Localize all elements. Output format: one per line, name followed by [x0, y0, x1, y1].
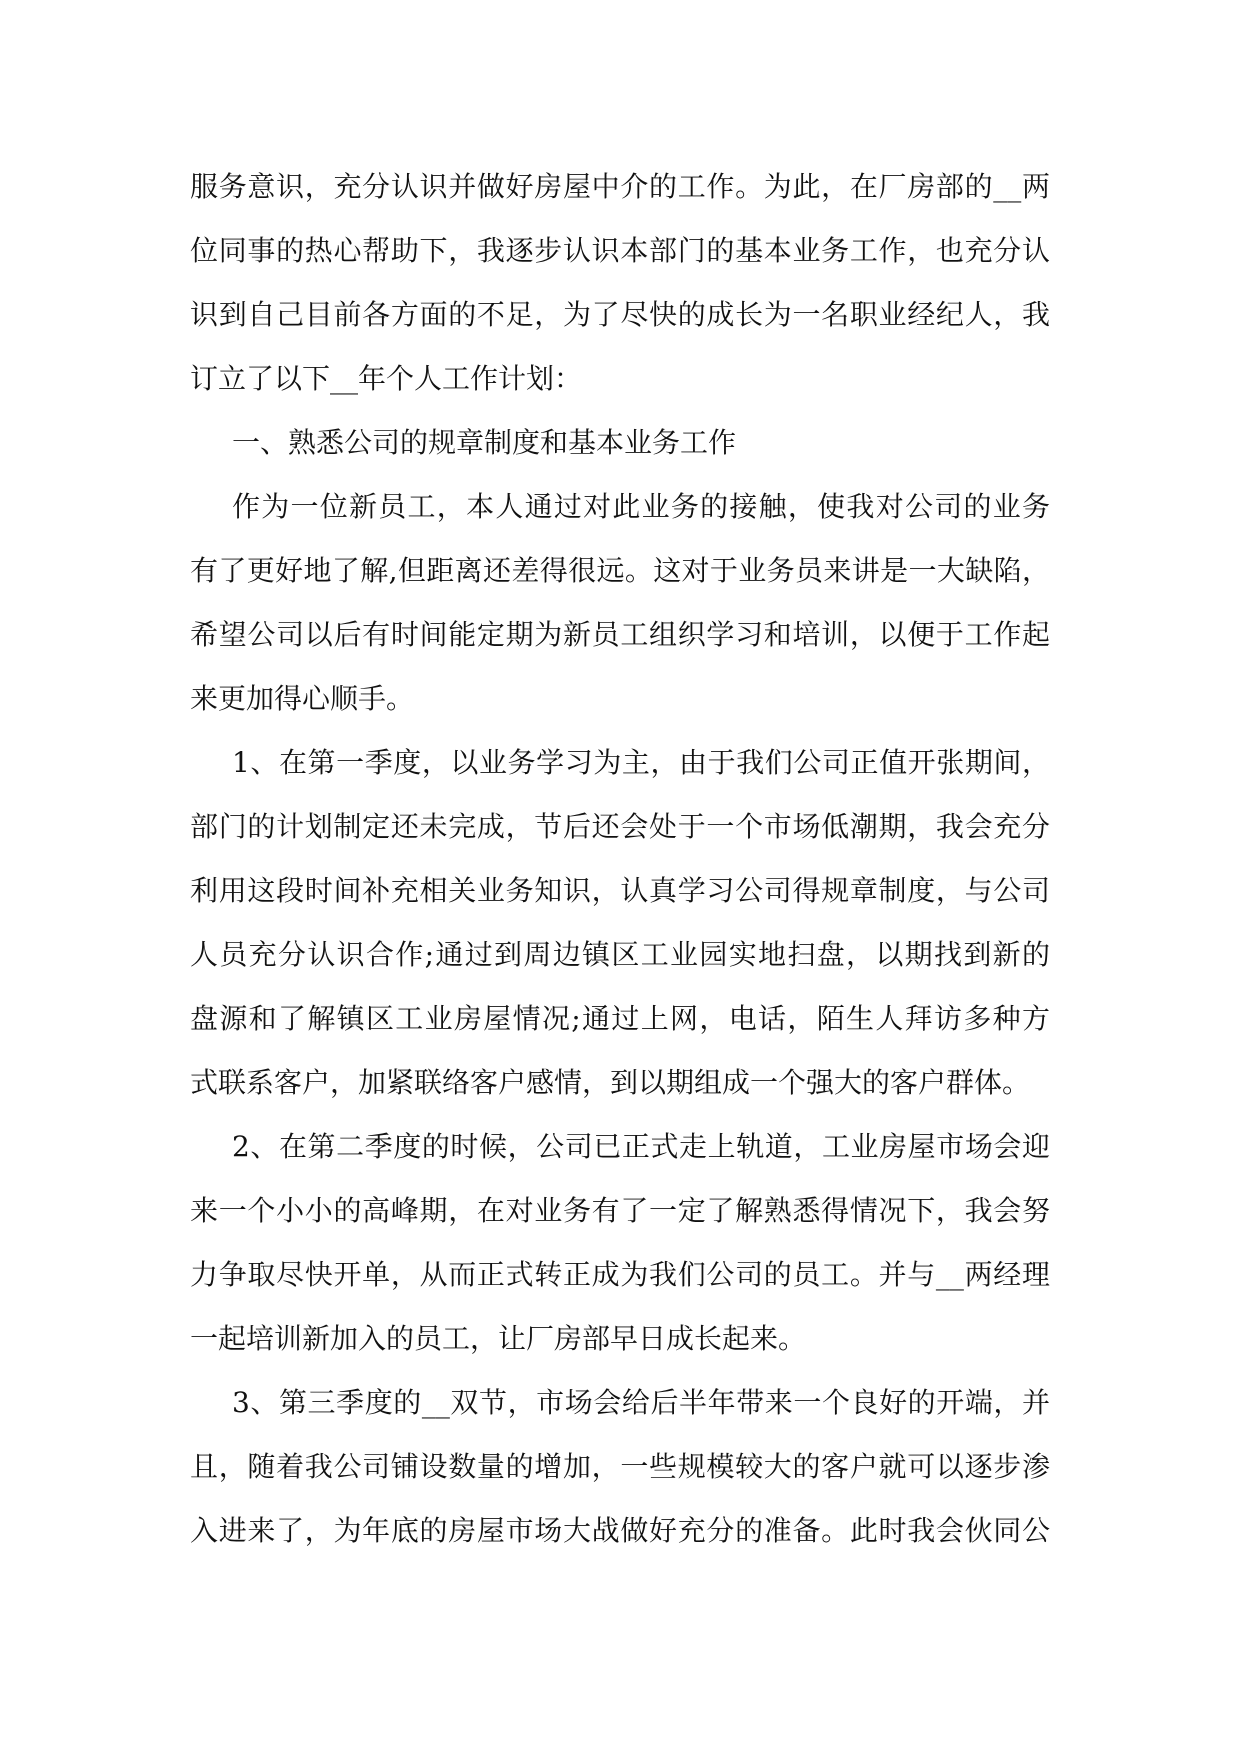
document-body: [190, 155, 1050, 1563]
paragraph-line: 部门的计划制定还未完成，节后还会处于一个市场低潮期，我会充分: [190, 810, 1050, 843]
paragraph-line: 识到自己目前各方面的不足，为了尽快的成长为一名职业经纪人，我: [190, 298, 1050, 331]
paragraph-line: 人员充分认识合作;通过到周边镇区工业园实地扫盘，以期找到新的: [190, 938, 1050, 971]
section-heading: 一、熟悉公司的规章制度和基本业务工作: [232, 426, 737, 459]
paragraph-line: 且，随着我公司铺设数量的增加，一些规模较大的客户就可以逐步渗: [190, 1450, 1050, 1483]
paragraph-line: 位同事的热心帮助下，我逐步认识本部门的基本业务工作，也充分认: [190, 234, 1050, 267]
paragraph-line: 来一个小小的高峰期，在对业务有了一定了解熟悉得情况下，我会努: [190, 1194, 1050, 1227]
paragraph-line: 有了更好地了解,但距离还差得很远。这对于业务员来讲是一大缺陷，: [190, 554, 1050, 587]
paragraph-line: 力争取尽快开单，从而正式转正成为我们公司的员工。并与__两经理: [190, 1258, 1050, 1291]
paragraph-line: 式联系客户，加紧联络客户感情，到以期组成一个强大的客户群体。: [190, 1066, 1031, 1099]
paragraph-line: 来更加得心顺手。: [190, 682, 415, 715]
paragraph-line: 盘源和了解镇区工业房屋情况;通过上网，电话，陌生人拜访多种方: [190, 1002, 1050, 1035]
paragraph-line: 利用这段时间补充相关业务知识，认真学习公司得规章制度，与公司: [190, 874, 1050, 907]
paragraph-line: 1、在第一季度，以业务学习为主，由于我们公司正值开张期间，: [232, 746, 1050, 779]
paragraph-line: 订立了以下__年个人工作计划：: [190, 362, 583, 395]
paragraph-line: 2、在第二季度的时候，公司已正式走上轨道，工业房屋市场会迎: [232, 1130, 1050, 1163]
paragraph-line: 一起培训新加入的员工，让厂房部早日成长起来。: [190, 1322, 807, 1355]
paragraph-line: 作为一位新员工，本人通过对此业务的接触，使我对公司的业务: [232, 490, 1050, 523]
paragraph-line: 入进来了，为年底的房屋市场大战做好充分的准备。此时我会伙同公: [190, 1514, 1050, 1547]
paragraph-line: 3、第三季度的__双节，市场会给后半年带来一个良好的开端，并: [232, 1386, 1050, 1419]
paragraph-line: 服务意识，充分认识并做好房屋中介的工作。为此，在厂房部的__两: [190, 170, 1050, 203]
paragraph-line: 希望公司以后有时间能定期为新员工组织学习和培训，以便于工作起: [190, 618, 1050, 651]
